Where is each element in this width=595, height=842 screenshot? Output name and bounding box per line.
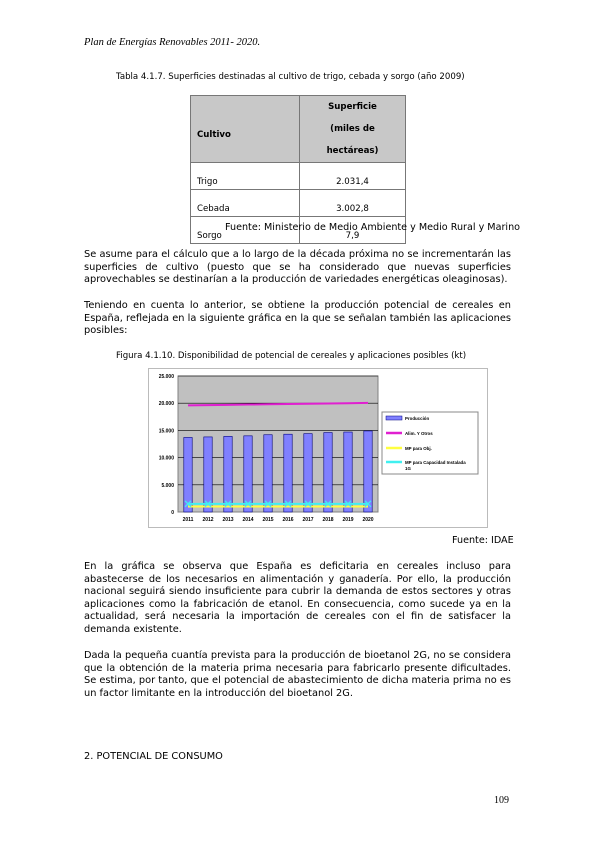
table-row: [191, 163, 406, 190]
bar-produccion: [324, 433, 332, 512]
paragraph-2: Teniendo en cuenta lo anterior, se obtiene la producción potencial de cereales en España, reflejada en la siguiente gráfica en la que se señalan también las aplicaciones posibles:: [84, 300, 511, 337]
legend-label: 1G: [405, 466, 411, 471]
y-tick-label: 15.000: [158, 428, 174, 435]
x-tick-label: 2011: [182, 517, 194, 523]
x-tick-label: 2018: [322, 517, 334, 523]
table-header-cultivo: Cultivo: [191, 96, 300, 163]
bar-produccion: [244, 436, 252, 512]
figure-caption: Figura 4.1.10. Disponibilidad de potencial de cereales y aplicaciones posibles (kt): [116, 351, 467, 361]
y-tick-label: 0: [171, 510, 174, 516]
table-source: Fuente: Ministerio de Medio Ambiente y Medio Rural y Marino: [225, 222, 521, 233]
bar-produccion: [304, 434, 312, 512]
bar-produccion: [364, 431, 372, 512]
paragraph-4: Dada la pequeña cuantía prevista para la producción de bioetanol 2G, no se considera que la obtención de la materia prima necesaria para fabricarlo presente dificultades. Se estima, por tanto, que el potencial de abastecimiento de dicha materia prima no es un factor limitante en la introducción del bioetanol 2G.: [84, 650, 511, 699]
legend-label: Producción: [405, 416, 430, 421]
y-tick-label: 5.000: [161, 482, 174, 489]
x-tick-label: 2017: [302, 517, 314, 523]
bar-produccion: [264, 435, 272, 512]
page-number: 109: [494, 795, 509, 806]
section-heading: 2. POTENCIAL DE CONSUMO: [84, 751, 223, 762]
x-tick-label: 2014: [242, 517, 254, 523]
table-cell-crop: Sorgo: [191, 217, 300, 244]
y-tick-label: 10.000: [158, 455, 174, 462]
table-cell-value: 3.002,8: [300, 190, 406, 217]
table-header-superficie: [300, 96, 406, 163]
table-cell-value: 2.031,4: [300, 163, 406, 190]
table-caption: Tabla 4.1.7. Superficies destinadas al cultivo de trigo, cebada y sorgo (año 2009): [116, 72, 465, 82]
bar-produccion: [204, 437, 212, 512]
bar-produccion: [224, 436, 232, 512]
table-row: [191, 190, 406, 217]
legend-label: MP para Obj.: [405, 446, 432, 451]
table-cell-crop: Cebada: [191, 190, 300, 217]
legend-label: Alim. Y Otros: [405, 431, 433, 436]
bar-produccion: [344, 432, 352, 512]
table-header-superficie-line1: Superficie: [328, 102, 377, 112]
document-header: Plan de Energías Renovables 2011- 2020.: [84, 37, 261, 48]
table-header-superficie-line2: (miles de hectáreas): [326, 124, 379, 156]
paragraph-3: En la gráfica se observa que España es deficitaria en cereales incluso para abastecerse de los necesarios en alimentación y ganadería. Por ello, la producción nacional seguirá siendo insuficiente para cubrir la demanda de estos sectores y otras aplicaciones como la fabricación de etanol. En consecuencia, como sucede ya en la actualidad, será necesaria la importación de cereales con el fin de satisfacer la demanda existente.: [84, 561, 511, 635]
legend-swatch: [386, 416, 402, 420]
x-tick-label: 2012: [202, 517, 214, 523]
paragraph-1: Se asume para el cálculo que a lo largo de la década próxima no se incrementarán las superficies de cultivo (puesto que se ha considerado que nuevas superficies aprovechables se destinarían a la producción de variedades energéticas oleaginosas).: [84, 249, 511, 286]
x-tick-label: 2015: [262, 517, 274, 523]
table-cell-crop: Trigo: [191, 163, 300, 190]
x-tick-label: 2016: [282, 517, 294, 523]
x-tick-label: 2019: [342, 517, 354, 523]
x-tick-label: 2013: [222, 517, 234, 523]
cereal-potential-chart: [148, 368, 488, 528]
legend-label: MP para Capacidad Instalada: [405, 460, 466, 465]
bar-produccion: [284, 434, 292, 512]
figure-source: Fuente: IDAE: [452, 535, 514, 546]
y-tick-label: 25.000: [158, 374, 174, 380]
x-tick-label: 2020: [362, 517, 374, 523]
table-cell-value: 7,9: [300, 217, 406, 244]
y-tick-label: 20.000: [158, 401, 174, 408]
